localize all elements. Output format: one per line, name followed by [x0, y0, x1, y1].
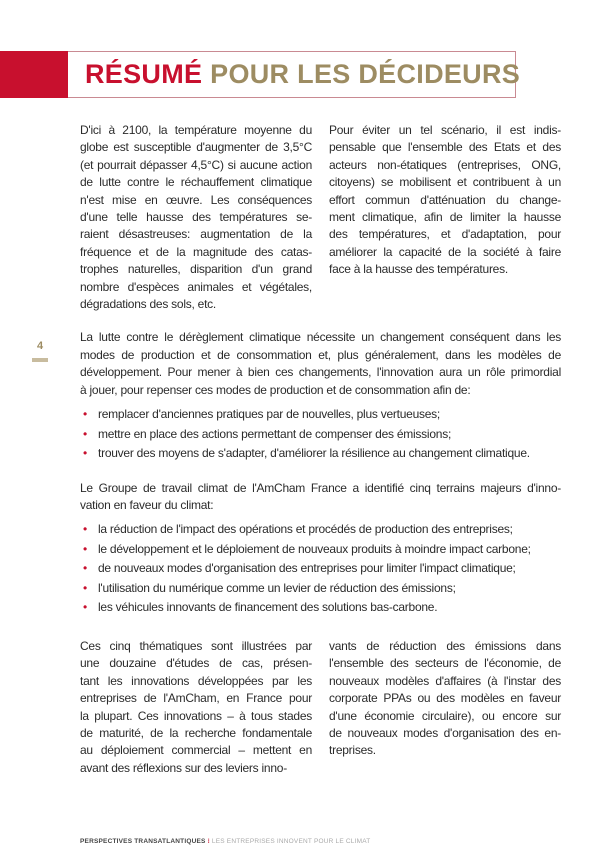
- text-line: trophes naturelles, disparition d'un grand: [80, 262, 312, 277]
- text-line: une douzaine d'études de cas, présen-: [80, 656, 312, 671]
- page-number: 4: [37, 340, 44, 352]
- bullet-text: le développement et le déploiement de nouveaux produits à moindre impact carbone;: [98, 541, 531, 556]
- bullet-text: mettre en place des actions permettant de compenser des émissions;: [98, 426, 452, 441]
- section2-bullets: [80, 405, 561, 464]
- bullet-text: de nouveaux modes d'organisation des entreprises pour limiter l'impact climatique;: [98, 561, 516, 576]
- text-line: tant les innovations développées par les: [80, 673, 312, 688]
- footer-separator: ⁝: [207, 838, 210, 846]
- text-line: de lutte contre le réchauffement climatique: [80, 175, 312, 190]
- text-line: pensable que l'ensemble des Etats et des: [329, 140, 561, 155]
- text-line: treprises.: [329, 743, 376, 758]
- text-line: Le Groupe de travail climat de l'AmCham France a identifié cinq terrains majeurs d'inno-: [80, 480, 561, 495]
- text-line: vants de réduction des émissions dans: [329, 638, 561, 653]
- bullet-dot-icon: •: [83, 407, 87, 422]
- text-line: fréquence et de la magnitude des catas-: [80, 244, 312, 259]
- bullet-text: la réduction de l'impact des opérations et procédés de production des entreprises;: [98, 522, 513, 537]
- text-line: la plupart. Ces innovations – à tous stades: [80, 708, 312, 723]
- text-line: d'une telle hausse des températures se-: [80, 210, 312, 225]
- text-line: Ces cinq thématiques sont illustrées par: [80, 638, 312, 653]
- main-content: [80, 0, 561, 797]
- header-red-block: [0, 51, 68, 98]
- text-line: d'une économie circulaire), ou encore sur: [329, 708, 561, 723]
- bullet-dot-icon: •: [83, 446, 87, 461]
- bullet-text: l'utilisation du numérique comme un levier de réduction des émissions;: [98, 580, 456, 595]
- text-line: n'est mise en œuvre. Les conséquences: [80, 192, 312, 207]
- bullet-item: [80, 540, 561, 560]
- text-line: La lutte contre le dérèglement climatique nécessite un changement conséquent dans les: [80, 330, 561, 345]
- bullet-dot-icon: •: [83, 580, 87, 595]
- intro-left-column: [80, 122, 312, 313]
- bullet-dot-icon: •: [83, 522, 87, 537]
- bullet-item: [80, 520, 561, 540]
- text-line: à jouer, pour repenser ces modes de production et de consommation afin de:: [80, 382, 471, 397]
- section4-right-column: [329, 638, 561, 760]
- text-line: développement. Pour mener à bien ces changements, l'innovation aura un rôle primordial: [80, 365, 561, 380]
- text-line: nombre d'espèces animales et végétales,: [80, 279, 312, 294]
- section4-left-column: [80, 638, 312, 777]
- text-line: avant des réflexions sur des leviers inno-: [80, 760, 287, 775]
- bullet-dot-icon: •: [83, 541, 87, 556]
- bullet-text: trouver des moyens de s'adapter, d'améliorer la résilience au changement climatique.: [98, 446, 530, 461]
- text-line: effort commun d'atténuation du change-: [329, 192, 561, 207]
- bullet-item: [80, 405, 561, 425]
- bullet-item: [80, 444, 561, 464]
- text-line: vation en faveur du climat:: [80, 498, 214, 512]
- text-line: des températures, et d'adaptation, pour: [329, 227, 561, 242]
- text-line: nouveaux modèles d'affaires (à l'instar des: [329, 673, 561, 688]
- text-line: de nouveaux modes d'organisation des en-: [329, 725, 561, 740]
- text-line: face à la hausse des températures.: [329, 262, 508, 277]
- text-line: améliorer la capacité de la société à faire: [329, 244, 561, 259]
- text-line: D'ici à 2100, la température moyenne du: [80, 123, 312, 137]
- text-line: au déploiement commercial – mettent en: [80, 743, 312, 758]
- text-line: dégradations des sols, etc.: [80, 297, 217, 312]
- bullet-item: [80, 559, 561, 579]
- text-line: globe est susceptible d'augmenter de 3,5°C: [80, 140, 312, 155]
- title-red-part: RÉSUMÉ: [85, 59, 203, 89]
- footer-publication: PERSPECTIVES TRANSATLANTIQUES: [80, 838, 206, 846]
- text-line: acteurs non-étatiques (entreprises, ONG,: [329, 157, 561, 172]
- text-line: l'ensemble des secteurs de l'économie, de: [329, 656, 561, 671]
- section4: [80, 638, 561, 777]
- bullet-text: remplacer d'anciennes pratiques par de nouvelles, plus vertueuses;: [98, 407, 440, 422]
- text-line: citoyens) se mobilisent et contribuent à un: [329, 175, 561, 190]
- bullet-item: [80, 579, 561, 599]
- text-line: de maturité, de la recherche fondamentale: [80, 725, 312, 740]
- bullet-item: [80, 598, 561, 618]
- text-line: raient désastreuses: augmentation de la: [80, 227, 312, 242]
- section3-bullets: [80, 520, 561, 618]
- text-line: ment climatique, afin de limiter la hausse: [329, 210, 561, 225]
- text-line: (et pourrait dépasser 4,5°C) si aucune action: [80, 157, 312, 172]
- bullet-item: [80, 425, 561, 445]
- bullet-text: les véhicules innovants de financement des solutions bas-carbone.: [98, 600, 438, 615]
- intro-right-column: [329, 122, 561, 279]
- bullet-dot-icon: •: [83, 600, 87, 615]
- text-line: Pour éviter un tel scénario, il est indis-: [329, 123, 561, 137]
- text-line: entreprises de l'AmCham, en France pour: [80, 691, 312, 706]
- page-number-bar: [32, 358, 48, 362]
- section2-paragraph: [80, 329, 561, 399]
- intro-section: [80, 122, 561, 313]
- footer-subtitle: LES ENTREPRISES INNOVENT POUR LE CLIMAT: [211, 838, 371, 846]
- text-line: corporate PPAs ou des modèles en faveur: [329, 691, 561, 706]
- section3-paragraph: [80, 480, 561, 515]
- bullet-dot-icon: •: [83, 561, 87, 576]
- title-gold-part: POUR LES DÉCIDEURS: [210, 59, 521, 89]
- footer: [80, 837, 600, 845]
- text-line: modes de production et de consommation et, plus généralement, dans les modèles de: [80, 347, 561, 362]
- bullet-dot-icon: •: [83, 426, 87, 441]
